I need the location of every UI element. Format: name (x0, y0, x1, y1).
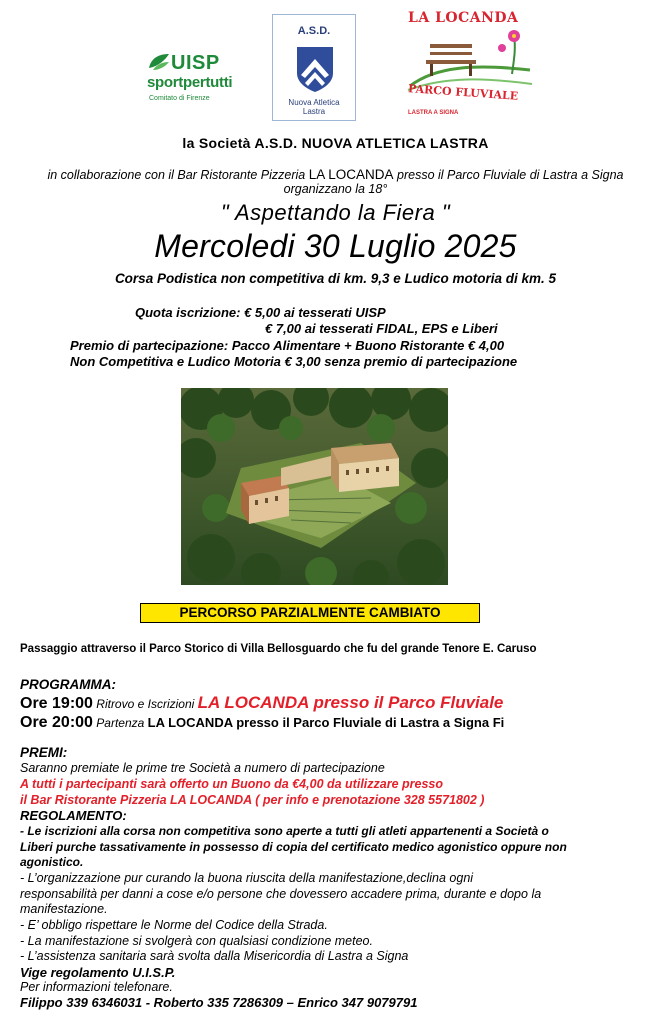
programma-what: Partenza (92, 716, 148, 730)
organize-line: organizzano la 18° (283, 182, 388, 196)
programma-item (20, 714, 504, 732)
event-title: " Aspettando la Fiera " (220, 200, 451, 225)
premi-voucher: A tutti i partecipanti sarà offerto un Buono da €4,00 da utilizzare presso il Bar Ristorante Pizzeria LA LOCANDA ( per info e prenotazione 328 5571802 ) (20, 777, 485, 807)
regolamento-uisp: Vige regolamento U.I.S.P. (20, 965, 176, 980)
villa-photo (181, 388, 448, 585)
fee-fidal: € 7,00 ai tesserati FIDAL, EPS e Liberi (265, 321, 498, 336)
regolamento-items (20, 918, 660, 965)
route-changed-banner: PERCORSO PARZIALMENTE CAMBIATO (140, 603, 480, 623)
asd-shield-icon (295, 45, 335, 93)
locanda-logo-subtitle: PARCO FLUVIALE (407, 82, 519, 103)
villa-aerial-image (181, 388, 448, 585)
info-line: Per informazioni telefonare. (20, 980, 173, 994)
locanda-logo-title: LA LOCANDA (408, 10, 519, 26)
race-description: Corsa Podistica non competitiva di km. 9,3 e Ludico motoria di km. 5 (114, 271, 557, 286)
programma-where: LA LOCANDA presso il Parco Fluviale di Lastra a Signa Fi (147, 715, 505, 730)
premi-text: Saranno premiate le prime tre Società a numero di partecipazione (20, 761, 385, 775)
programma-heading: PROGRAMMA: (20, 677, 116, 692)
locanda-logo (402, 6, 538, 124)
uisp-leaf-icon (147, 52, 171, 72)
list-item: - La manifestazione si svolgerà con qualsiasi condizione meteo. (20, 933, 373, 948)
programma-where: LA LOCANDA presso il Parco Fluviale (197, 693, 504, 712)
list-item: - E’ obbligo rispettare le Norme del Codice della Strada. (20, 918, 328, 932)
asd-logo-top: A.S.D. (297, 25, 331, 37)
asd-logo (272, 14, 356, 121)
programma-what: Ritrovo e Iscrizioni (92, 697, 198, 711)
locanda-logo-small: LASTRA A SIGNA (408, 110, 459, 116)
programma-time: Ore 20:00 (20, 714, 93, 731)
collaboration-place: LA LOCANDA (308, 167, 394, 182)
uisp-committee: Comitato di Firenze (149, 95, 210, 102)
participation-prize: Premio di partecipazione: Pacco Alimentare + Buono Ristorante € 4,00 (70, 338, 505, 353)
programma-item (20, 693, 503, 713)
uisp-tagline: sportpertutti (147, 74, 233, 91)
organizer-line: la Società A.S.D. NUOVA ATLETICA LASTRA (182, 135, 489, 151)
event-date: Mercoledi 30 Luglio 2025 (154, 228, 517, 264)
uisp-logo (145, 50, 245, 110)
passage-line: Passaggio attraverso il Parco Storico di Villa Bellosguardo che fu del grande Tenore E. Caruso (20, 643, 537, 655)
regolamento-paragraph-1: - Le iscrizioni alla corsa non competitiva sono aperte a tutti gli atleti appartenenti a Società o Liberi purche tassativamente in possesso di copia del certificato medico agonistico oppure non agonistico. (20, 824, 567, 870)
regolamento-heading: REGOLAMENTO: (20, 808, 127, 823)
list-item: - L’assistenza sanitaria sarà svolta dalla Misericordia di Lastra a Signa (20, 949, 409, 964)
collaboration-line: in collaborazione con il Bar Ristorante Pizzeria LA LOCANDA presso il Parco Fluviale di Lastra a Signa (47, 167, 624, 182)
uisp-name: UISP (171, 52, 220, 74)
premi-heading: PREMI: (20, 745, 68, 760)
fee-non-competitive: Non Competitiva e Ludico Motoria € 3,00 senza premio di partecipazione (70, 354, 518, 369)
programma-time: Ore 19:00 (20, 695, 93, 712)
regolamento-paragraph-2: - L’organizzazione pur curando la buona riuscita della manifestazione,declina ogni responsabilità per danni a cose e/o persone che dovessero accadere prima, durante e dopo la manifestazione. (20, 871, 542, 917)
bench-tree-icon (406, 26, 534, 92)
fee-uisp: Quota iscrizione: € 5,00 ai tesserati UISP (135, 305, 386, 320)
asd-logo-name: Nuova Atletica Lastra (288, 98, 340, 116)
contacts-line: Filippo 339 6346031 - Roberto 335 7286309 – Enrico 347 9079791 (20, 995, 418, 1010)
